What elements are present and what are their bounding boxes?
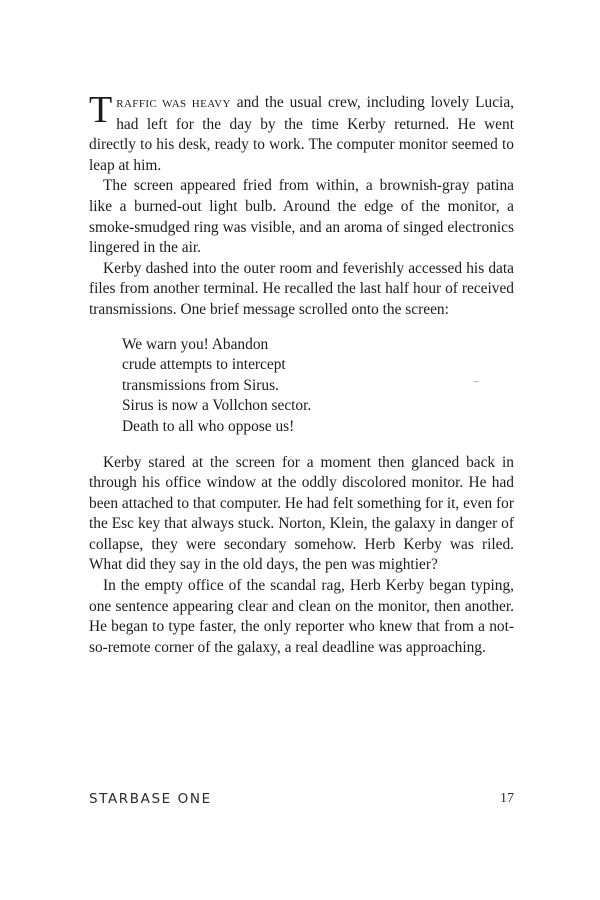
page-number: 17: [500, 791, 514, 806]
paragraph-4: Kerby stared at the screen for a moment then glanced back in through his office window at the oddly discolored monitor. He had been attached to that computer. He had felt something for it, even for the Esc key that always stuck. Norton, Klein, the galaxy in danger of collapse, they were secondary somehow. Herb Kerby was riled. What did they say in the old days, the pen was mightier?: [89, 453, 514, 574]
scan-speck: [474, 381, 479, 382]
book-title: STARBASE ONE: [89, 791, 212, 807]
message-line: transmissions from Sirus.: [122, 376, 279, 394]
paragraph-5: In the empty office of the scandal rag, Herb Kerby began typing, one sentence appearing clear and clean on the monitor, then another. He began to type faster, the only reporter who knew that from a not-so-remote corner of the galaxy, a real deadline was approaching.: [89, 577, 514, 656]
paragraph-3: Kerby dashed into the outer room and feverishly accessed his data files from another terminal. He recalled the last half hour of received transmissions. One brief message scrolled onto the screen:: [89, 259, 514, 318]
drop-cap: T: [89, 89, 113, 131]
paragraph-2: The screen appeared fried from within, a brownish-gray patina like a burned-out light bulb. Around the edge of the monitor, a smoke-smudged ring was visible, and an aroma of singed electronics lingered in the air.: [89, 177, 514, 257]
page-footer: [89, 791, 514, 813]
message-line: crude attempts to intercept: [122, 356, 286, 374]
body-text: [89, 89, 514, 658]
paragraph-1: [89, 89, 514, 176]
paragraph-1-text: and the usual crew, including lovely Lucia, had left for the day by the time Kerby returned. He went directly to his desk, ready to work. The computer monitor seemed to leap at him.: [89, 94, 514, 174]
small-caps-lead: RAFFIC WAS HEAVY: [116, 98, 231, 110]
message-line: Death to all who oppose us!: [122, 417, 295, 435]
message-line: We warn you! Abandon: [122, 335, 269, 353]
transmission-message: [122, 335, 514, 438]
message-line: Sirus is now a Vollchon sector.: [122, 397, 312, 415]
